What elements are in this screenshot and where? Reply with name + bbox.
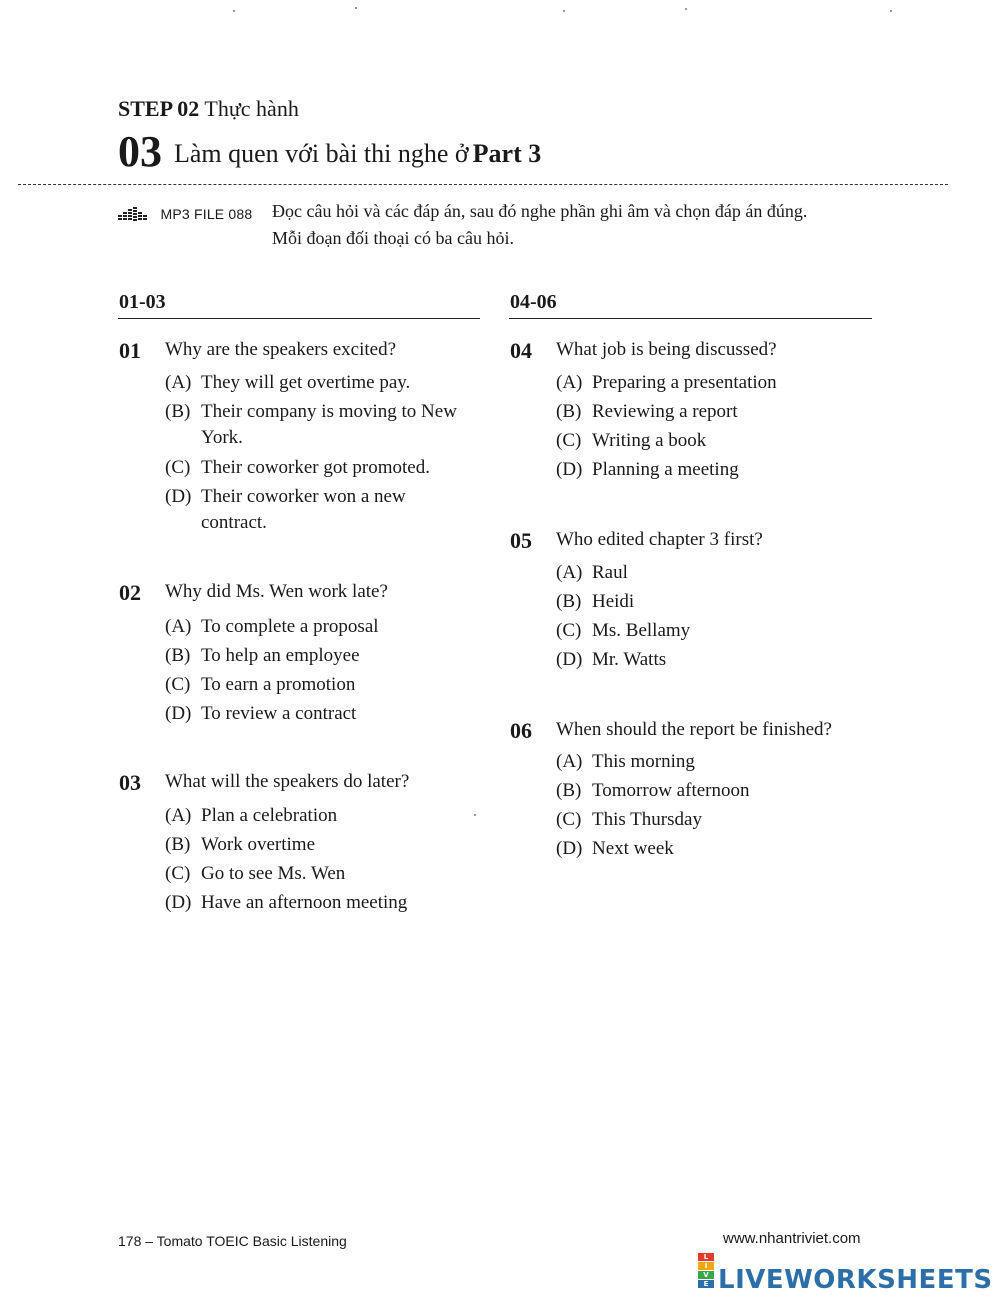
question-text: Why are the speakers excited? [165, 339, 397, 360]
answer-option[interactable] [165, 457, 430, 479]
option-text: Their coworker got promoted. [201, 457, 430, 478]
option-text: Ms. Bellamy [592, 620, 691, 641]
option-text: This Thursday [592, 809, 702, 830]
answer-option[interactable] [556, 372, 777, 394]
question-text: What job is being discussed? [556, 339, 777, 360]
answer-option[interactable] [165, 616, 379, 638]
option-label: (D) [165, 703, 192, 724]
liveworksheets-brand: LIVEWORKSHEETS [718, 1265, 993, 1295]
section-title-text: Làm quen với bài thi nghe ở [174, 139, 469, 168]
option-text: Work overtime [201, 834, 316, 855]
scan-speck [233, 10, 235, 12]
option-label: (B) [165, 834, 191, 855]
mp3-reference [118, 203, 252, 226]
instruction-line-1: Đọc câu hỏi và các đáp án, sau đó nghe phần ghi âm và chọn đáp án đúng. [272, 201, 808, 221]
group-rule-left [118, 318, 480, 319]
option-text: Reviewing a report [592, 401, 738, 422]
question-number: 05 [510, 528, 532, 553]
answer-option[interactable] [556, 620, 690, 642]
answer-option[interactable] [165, 372, 410, 394]
answer-option[interactable] [556, 401, 738, 423]
question-number: 04 [510, 338, 532, 363]
option-text: To earn a promotion [201, 674, 356, 695]
answer-option[interactable] [556, 809, 702, 831]
badge-letter: E [698, 1280, 714, 1288]
section-title [118, 126, 541, 177]
page-footer: 178 – Tomato TOEIC Basic Listening [118, 1233, 347, 1249]
answer-option[interactable] [165, 805, 337, 827]
step-label: STEP 02 [118, 96, 200, 121]
section-part: Part 3 [472, 139, 542, 168]
option-label: (A) [556, 751, 583, 772]
option-label: (D) [556, 649, 583, 670]
badge-letter: L [698, 1253, 714, 1261]
option-text: Tomorrow afternoon [592, 780, 750, 801]
answer-option[interactable] [556, 838, 674, 860]
option-label: (A) [165, 616, 192, 637]
question-number: 03 [119, 770, 141, 795]
option-text: To complete a proposal [201, 616, 379, 637]
badge-letter: I [698, 1262, 714, 1270]
answer-option[interactable] [165, 892, 407, 914]
option-label: (D) [165, 892, 192, 913]
option-label: (D) [165, 486, 192, 507]
option-text: Their coworker won a new [201, 486, 406, 507]
instruction-line-2: Mỗi đoạn đối thoại có ba câu hỏi. [272, 228, 514, 248]
option-text: Raul [592, 562, 628, 583]
scan-speck [685, 8, 687, 10]
option-text: This morning [592, 751, 695, 772]
option-text: Go to see Ms. Wen [201, 863, 346, 884]
option-label: (A) [165, 805, 192, 826]
answer-option[interactable] [556, 751, 695, 773]
option-label: (B) [165, 401, 191, 422]
answer-option[interactable] [556, 459, 739, 481]
question-text: Why did Ms. Wen work late? [165, 581, 388, 602]
answer-option[interactable] [165, 486, 406, 508]
badge-letter: V [698, 1271, 714, 1279]
option-text-continued: contract. [201, 512, 267, 533]
answer-option[interactable] [165, 834, 315, 856]
scan-speck [563, 10, 565, 12]
scan-speck [355, 7, 357, 9]
answer-option[interactable] [165, 645, 360, 667]
question-text: What will the speakers do later? [165, 771, 410, 792]
option-text: They will get overtime pay. [201, 372, 411, 393]
liveworksheets-logo[interactable] [698, 1253, 993, 1295]
group-range-right: 04-06 [510, 291, 557, 313]
section-number: 03 [118, 127, 162, 176]
answer-option[interactable] [556, 780, 749, 802]
option-text: Have an afternoon meeting [201, 892, 408, 913]
option-label: (B) [165, 645, 191, 666]
option-text: To help an employee [201, 645, 360, 666]
option-label: (C) [165, 674, 191, 695]
option-text: Their company is moving to New [201, 401, 457, 422]
option-label: (C) [556, 430, 582, 451]
option-label: (A) [165, 372, 192, 393]
audio-equalizer-icon [118, 205, 152, 226]
dashed-divider [18, 184, 948, 185]
option-label: (C) [165, 863, 191, 884]
question-text: Who edited chapter 3 first? [556, 529, 763, 550]
option-text: Writing a book [592, 430, 707, 451]
option-label: (B) [556, 401, 582, 422]
option-label: (C) [556, 620, 582, 641]
option-text: Mr. Watts [592, 649, 667, 670]
mp3-file-label: MP3 FILE 088 [160, 206, 253, 222]
option-label: (B) [556, 780, 582, 801]
group-range-left: 01-03 [119, 291, 166, 313]
option-label: (D) [556, 459, 583, 480]
answer-option[interactable] [165, 863, 345, 885]
step-heading [118, 96, 299, 122]
answer-option[interactable] [165, 401, 457, 423]
option-label: (C) [165, 457, 191, 478]
answer-option[interactable] [556, 649, 666, 671]
question-number: 01 [119, 338, 141, 363]
option-label: (D) [556, 838, 583, 859]
answer-option[interactable] [165, 674, 355, 696]
answer-option[interactable] [556, 591, 634, 613]
question-text: When should the report be finished? [556, 719, 832, 740]
option-label: (A) [556, 562, 583, 583]
group-rule-right [509, 318, 872, 319]
scan-speck [474, 814, 476, 816]
answer-option[interactable] [165, 703, 356, 725]
question-number: 06 [510, 718, 532, 743]
question-number: 02 [119, 580, 141, 605]
option-label: (B) [556, 591, 582, 612]
option-text: Plan a celebration [201, 805, 338, 826]
option-text: To review a contract [201, 703, 357, 724]
answer-option[interactable] [556, 562, 628, 584]
option-text: Planning a meeting [592, 459, 739, 480]
website-link[interactable]: www.nhantriviet.com [723, 1230, 861, 1247]
step-text: Thực hành [204, 96, 299, 121]
answer-option[interactable] [556, 430, 706, 452]
liveworksheets-badge-icon [698, 1253, 714, 1289]
option-text-continued: York. [201, 427, 243, 448]
option-label: (A) [556, 372, 583, 393]
option-text: Next week [592, 838, 674, 859]
option-text: Heidi [592, 591, 635, 612]
scan-speck [890, 10, 892, 12]
option-label: (C) [556, 809, 582, 830]
option-text: Preparing a presentation [592, 372, 777, 393]
